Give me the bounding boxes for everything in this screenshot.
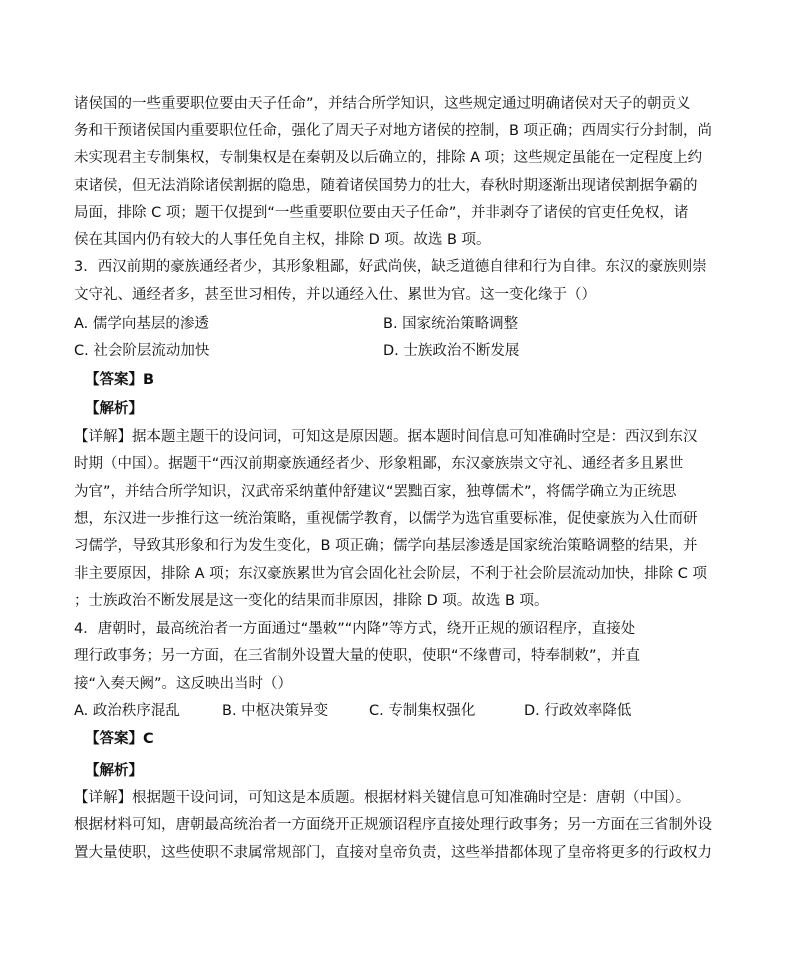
q3-detail-line: 【详解】据本题主题干的设问词，可知这是原因题。据本题时间信息可知准确时空是：西汉到东汉 <box>74 429 698 445</box>
question-4-stem: 4．唐朝时，最高统治者一方面通过“墨敕”“内降”等方式，绕开正规的颁诏程序，直接处 <box>74 621 636 637</box>
q3-detail-line: 非主要原因，排除 A 项；东汉豪族累世为官会固化社会阶层，不利于社会阶层流动加快，排除 C 项 <box>74 566 707 582</box>
q4-detail-line: 【详解】根据题干设问词，可知这是本质题。根据材料关键信息可知准确时空是：唐朝（中国）。 <box>74 790 691 806</box>
q3-detail-line: 习儒学，导致其形象和行为发生变化，B 项正确；儒学向基层渗透是国家统治策略调整的结果，并 <box>74 538 698 554</box>
q3-answer: 【答案】B <box>85 372 155 388</box>
q3-option-b: B. 国家统治策略调整 <box>383 316 519 332</box>
q4-option-b: B. 中枢决策异变 <box>222 703 329 719</box>
q4-detail-line: 根据材料可知，唐朝最高统治者一方面绕开正规颁诏程序直接处理行政事务；另一方面在三省制外设 <box>74 817 712 833</box>
q3-option-c: C. 社会阶层流动加快 <box>74 343 210 359</box>
paragraph-line: 局面，排除 C 项；题干仅提到“一些重要职位要由天子任命”，并非剥夺了诸侯的官吏任免权，诸 <box>74 205 689 221</box>
q3-detail-line: 时期（中国）。据题干“西汉前期豪族通经者少、形象粗鄙，东汉豪族崇文守礼、通经者多且累世 <box>74 456 684 472</box>
question-4-stem: 接“入奏天阙”。这反映出当时（） <box>74 676 293 692</box>
paragraph-line: 束诸侯，但无法消除诸侯割据的隐患，随着诸侯国势力的壮大，春秋时期逐渐出现诸侯割据争霸的 <box>74 178 698 194</box>
q4-answer: 【答案】C <box>85 731 154 747</box>
question-3-stem: 文守礼、通经者多，甚至世习相传，并以通经入仕、累世为官。这一变化缘于（） <box>74 287 596 303</box>
paragraph-line: 务和干预诸侯国内重要职位任命，强化了周天子对地方诸侯的控制，B 项正确；西周实行分封制，尚 <box>74 123 713 139</box>
q4-option-d: D. 行政效率降低 <box>524 703 632 719</box>
q4-detail-line: 置大量使职，这些使职不隶属常规部门，直接对皇帝负责，这些举措都体现了皇帝将更多的行政权力 <box>74 845 712 861</box>
q3-option-a: A. 儒学向基层的渗透 <box>74 316 209 332</box>
paragraph-line: 未实现君主专制集权，专制集权是在秦朝及以后确立的，排除 A 项；这些规定虽能在一定程度上约 <box>74 150 703 166</box>
q3-analysis-label: 【解析】 <box>85 401 143 417</box>
paragraph-line: 侯在其国内仍有较大的人事任免自主权，排除 D 项。故选 B 项。 <box>74 232 491 248</box>
question-4-stem: 理行政事务；另一方面，在三省制外设置大量的使职，使职“不缘曹司，特奉制敕”，并直 <box>74 648 641 664</box>
q3-detail-line: 为官”，并结合所学知识，汉武帝采纳董仲舒建议“罢黜百家，独尊儒术”，将儒学确立为正统思 <box>74 484 677 500</box>
q3-option-d: D. 士族政治不断发展 <box>383 343 520 359</box>
q4-analysis-label: 【解析】 <box>85 763 143 779</box>
q3-detail-line: ；士族政治不断发展是这一变化的结果而非原因，排除 D 项。故选 B 项。 <box>74 593 549 609</box>
q4-option-c: C. 专制集权强化 <box>369 703 476 719</box>
question-3-stem: 3．西汉前期的豪族通经者少，其形象粗鄙，好武尚侠，缺乏道德自律和行为自律。东汉的豪族则崇 <box>74 259 707 275</box>
paragraph-line: 诸侯国的一些重要职位要由天子任命”，并结合所学知识，这些规定通过明确诸侯对天子的朝贡义 <box>74 96 691 112</box>
q4-option-a: A. 政治秩序混乱 <box>74 703 180 719</box>
q3-detail-line: 想，东汉进一步推行这一统治策略，重视儒学教育，以儒学为选官重要标准，促使豪族为入仕而研 <box>74 511 698 527</box>
